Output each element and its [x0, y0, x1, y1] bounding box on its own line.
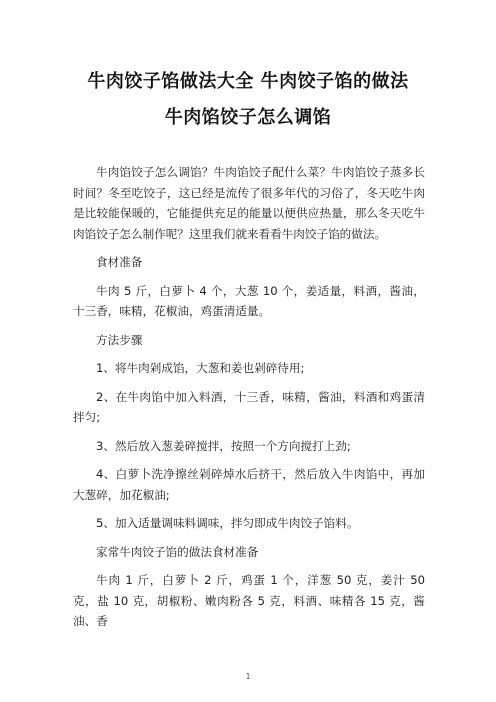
- document-title: 牛肉饺子馅做法大全 牛肉饺子馅的做法: [87, 71, 409, 92]
- section-heading-steps: 方法步骤: [96, 332, 143, 347]
- document-body: [73, 162, 425, 632]
- section-heading-ingredients: 食材准备: [96, 255, 143, 269]
- document-subtitle: 牛肉馅饺子怎么调馅: [164, 107, 332, 128]
- step-3: 3、然后放入葱姜碎搅拌，按照一个方向搅打上劲;: [96, 438, 351, 453]
- step-2: 2、在牛肉馅中加入料酒，十三香，味精，酱油，料酒和鸡蛋清拌匀;: [73, 389, 425, 424]
- section-heading-home-recipe: 家常牛肉饺子馅的做法食材准备: [96, 544, 259, 559]
- page-number: 1: [245, 672, 251, 681]
- step-1: 1、将牛肉剁成馅，大葱和姜也剁碎待用;: [96, 361, 305, 375]
- paragraph-home-ingredients: 牛肉 1 斤，白萝卜 2 斤，鸡蛋 1 个，洋葱 50 克，姜汁 50 克，盐 10 克，胡椒粉、嫩肉粉各 5 克，料酒、味精各 15 克，酱油、香: [73, 573, 425, 628]
- step-4: 4、白萝卜洗净擦丝剁碎焯水后挤干，然后放入牛肉馅中，再加大葱碎，加花椒油;: [73, 467, 425, 502]
- paragraph-intro: 牛肉馅饺子怎么调馅？牛肉馅饺子配什么菜？牛肉馅饺子蒸多长时间？冬至吃饺子，这已经是流传了很多年代的习俗了，冬天吃牛肉是比较能保暖的，它能提供充足的能量以便供应热量，那么冬天吃牛肉馅饺子怎么制作呢？这里我们就来看看牛肉饺子馅的做法。: [73, 165, 425, 241]
- paragraph-ingredients: 牛肉 5 斤，白萝卜 4 个，大葱 10 个，姜适量，料酒，酱油，十三香，味精，花椒油，鸡蛋清适量。: [73, 283, 425, 318]
- step-5: 5、加入适量调味料调味，拌匀即成牛肉饺子馅料。: [96, 516, 359, 530]
